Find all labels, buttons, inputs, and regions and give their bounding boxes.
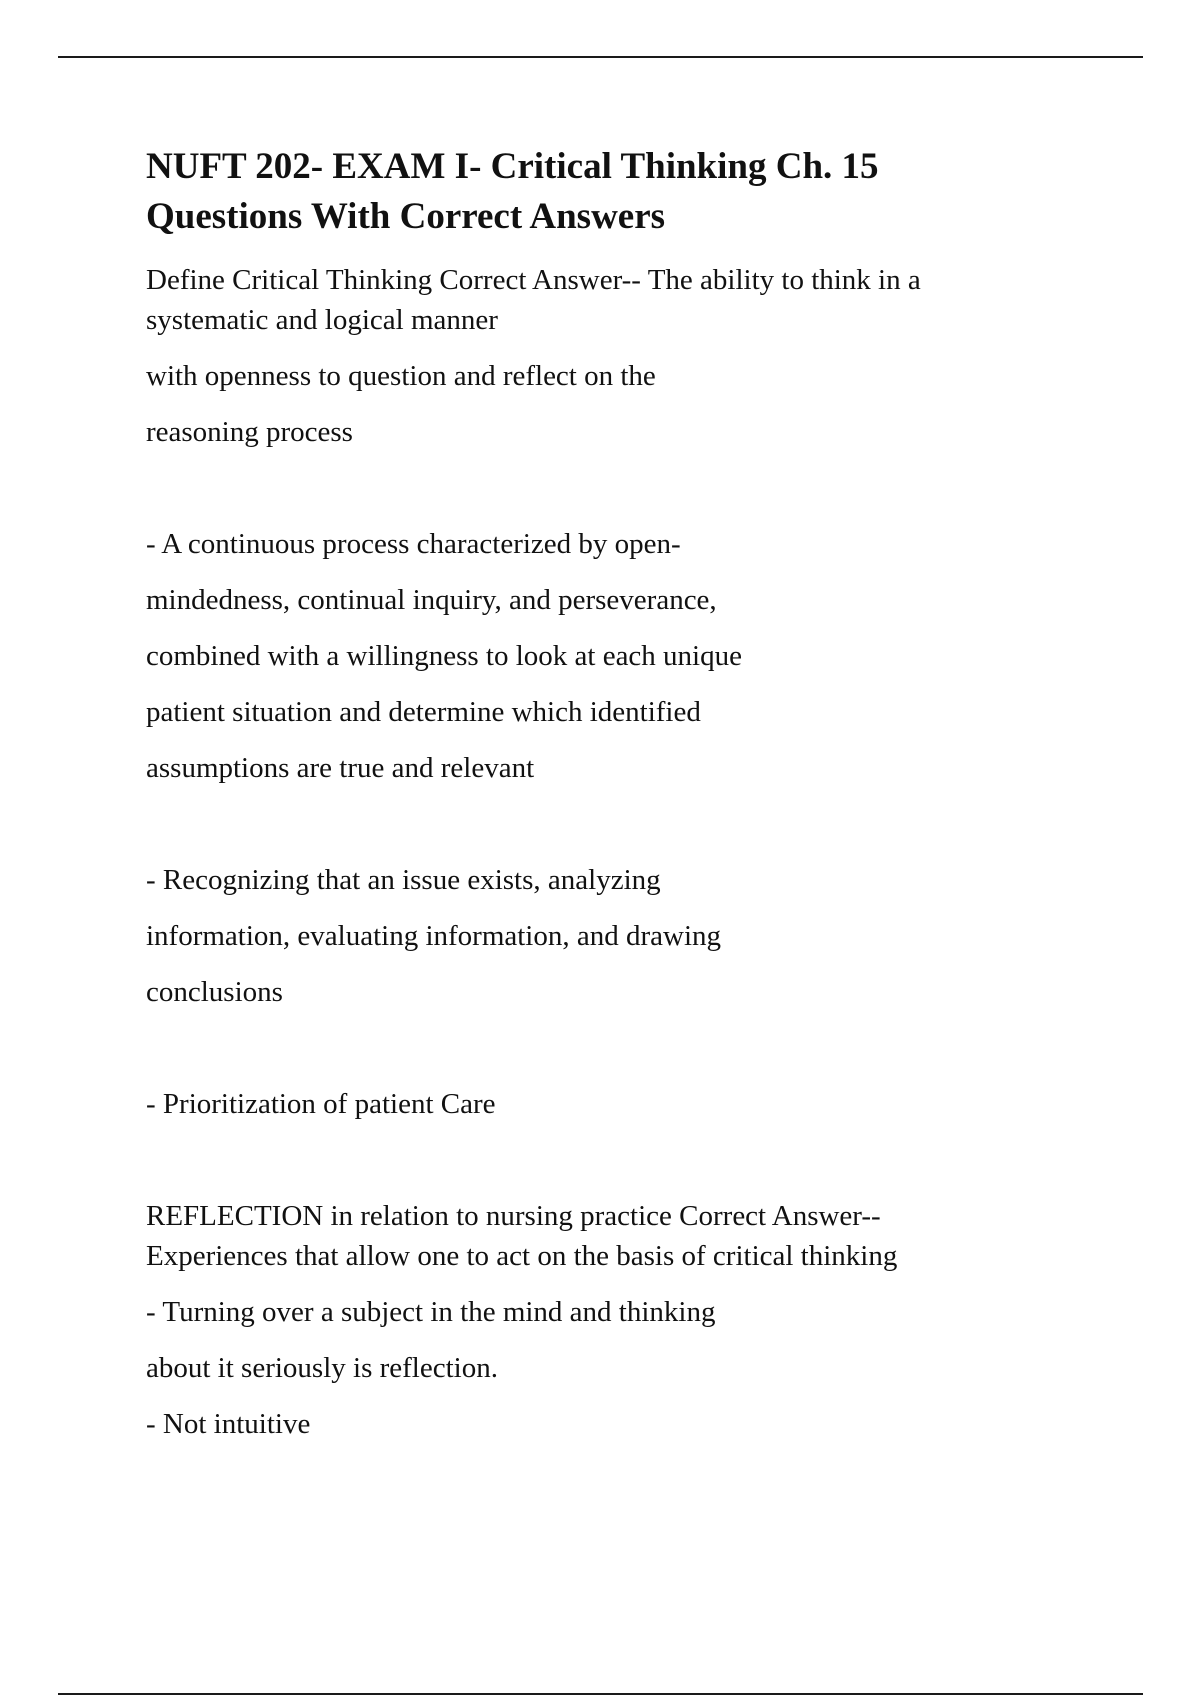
paragraph [146,692,1046,732]
document-title [146,142,1046,242]
title-line: Questions With Correct Answers [146,196,666,237]
paragraph [146,524,1046,564]
text-line: information, evaluating information, and drawing [146,920,722,952]
text-line: - A continuous process characterized by open- [146,528,681,560]
paragraph [146,1084,1046,1124]
paragraph [146,972,1046,1012]
text-line: - Recognizing that an issue exists, analyzing [146,864,661,896]
text-line: reasoning process [146,416,353,448]
paragraph [146,580,1046,620]
paragraph [146,1348,1046,1388]
text-line: - Prioritization of patient Care [146,1088,496,1120]
text-line: - Turning over a subject in the mind and thinking [146,1296,716,1328]
title-line: NUFT 202- EXAM I- Critical Thinking Ch. 15 [146,146,879,187]
text-line: systematic and logical manner [146,304,498,336]
paragraph [146,356,1046,396]
text-line: assumptions are true and relevant [146,752,535,784]
paragraph [146,748,1046,788]
text-line: REFLECTION in relation to nursing practice Correct Answer-- [146,1200,881,1232]
text-line: combined with a willingness to look at each unique [146,640,742,672]
paragraph [146,1404,1046,1444]
document-body [146,142,1046,1444]
text-line: conclusions [146,976,283,1008]
paragraph [146,1292,1046,1332]
text-line: mindedness, continual inquiry, and perseverance, [146,584,717,616]
text-line: Define Critical Thinking Correct Answer-- The ability to think in a [146,264,921,296]
text-line: - Not intuitive [146,1408,311,1440]
paragraph [146,412,1046,452]
paragraph [146,636,1046,676]
paragraph [146,860,1046,900]
paragraph [146,916,1046,956]
header-rule [58,56,1143,58]
paragraph [146,1196,1046,1276]
paragraph [146,260,1046,340]
text-line: patient situation and determine which identified [146,696,701,728]
footer-rule [58,1693,1143,1695]
text-line: about it seriously is reflection. [146,1352,498,1384]
text-line: with openness to question and reflect on the [146,360,656,392]
text-line: Experiences that allow one to act on the basis of critical thinking [146,1240,898,1272]
